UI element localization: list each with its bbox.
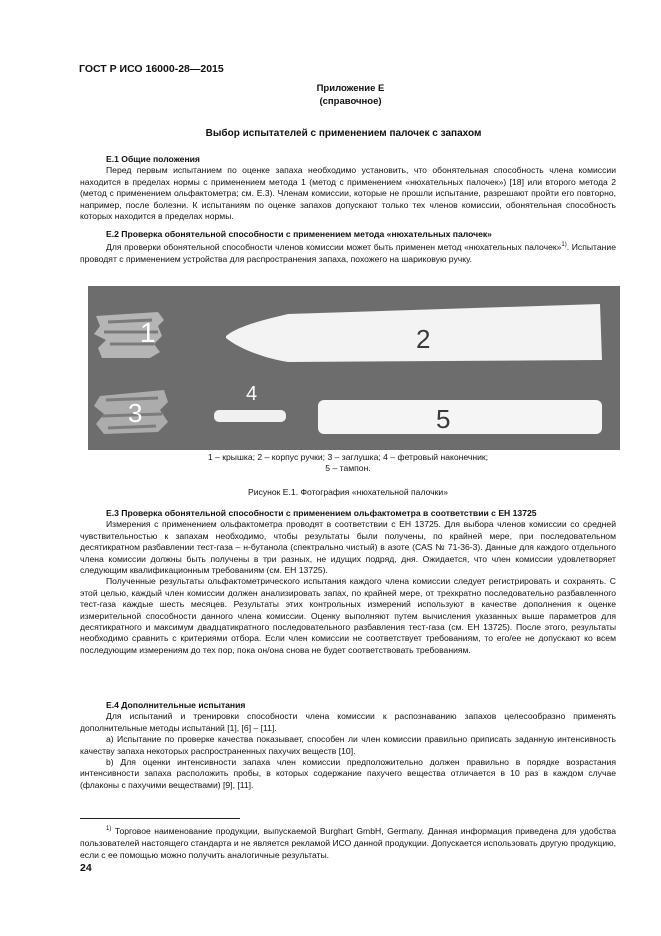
section-e3 [80, 508, 616, 656]
footnote [80, 823, 616, 861]
label-1: 1 [140, 317, 156, 348]
section-e4-heading: Е.4 Дополнительные испытания [106, 700, 246, 710]
label-3: 3 [128, 398, 143, 428]
sniffin-stick-illustration [88, 286, 620, 450]
felt-tip-part [214, 410, 286, 422]
footnote-marker: 1) [106, 826, 112, 832]
figure-legend-line2: 5 – тампон. [325, 463, 371, 473]
section-e2-heading: Е.2 Проверка обонятельной способности с применением метода «нюхательных палочек» [106, 229, 492, 239]
section-e3-paragraph-1: Измерения с применением ольфактометра проводят в соответствии с ЕН 13725. Для выбора членов комиссии со средней чувствительностью к запахам необходимо, чтобы результаты были получены, по крайней мере, при последовательном десятикратном разбавлении тест-газа – н-бутанола (спектрально чистый) в азоте (CAS № 71-36-3). Данные для каждого отдельного члена комиссии должны быть получены в три разных, не идущих подряд, дня. Ожидается, что член комиссии удовлетворяет следующим квалификационным требованиям (см. ЕН 13725). [80, 519, 616, 576]
section-e2-text-b: . Испытание проводят с применением устройства для распространения запаха, похожего на шариковую ручку. [80, 242, 617, 264]
figure-legend-line1: 1 – крышка; 2 – корпус ручки; 3 – заглушка; 4 – фетровый наконечник; [207, 452, 489, 462]
section-e4-paragraph-3: b) Для оценки интенсивности запаха член комиссии предположительно должен правильно в порядке возрастания интенсивности запаха расположить пробы, в которых содержание пахучего вещества отличается в 10 раз в каждом случае (флаконы с пахучими веществами) [9], [11]. [80, 757, 616, 790]
label-2: 2 [416, 324, 431, 354]
label-4: 4 [246, 383, 258, 405]
section-e1 [80, 154, 616, 222]
page-number: 24 [80, 862, 92, 874]
label-5: 5 [436, 404, 451, 434]
section-e1-paragraph: Перед первым испытанием по оценке запаха необходимо установить, что обонятельная способность члена комиссии находится в пределах нормы с применением метода 1 (метод с применением «нюхательных палочек») [18] или второго метода 2 (метод с применением ольфактометра; см. Е.3). Членам комиссии, которые не прошли испытание, разрешают пройти его повторно, например, после болезни. К испытаниям по оценке запахов допускают только тех членов комиссии, обонятельная способность которых находится в пределах нормы. [80, 165, 616, 222]
figure-caption: Рисунок Е.1. Фотография «нюхательной палочки» [248, 487, 448, 497]
section-e4-paragraph-2: a) Испытание по проверке качества показывает, способен ли член комиссии правильно приписать заданную интенсивность качеству запаха некоторых распространенных пахучих веществ [10]. [80, 734, 616, 756]
section-e2-paragraph [80, 240, 616, 265]
section-e3-heading: Е.3 Проверка обонятельной способности с применением ольфактометра в соответствии с ЕН 13725 [106, 508, 537, 518]
section-e4 [80, 700, 616, 791]
footnote-text: Торговое наименование продукции, выпускаемой Burghart GmbH, Germany. Данная информация приведена для удобства пользователей настоящего стандарта и не является рекламой ИСО данной продукции. Допускается использовать другую продукцию, если с ее помощью можно получить аналогичные результаты. [80, 825, 616, 860]
appendix-note: (справочное) [319, 96, 382, 107]
section-e2-text-a: Для проверки обонятельной способности членов комиссии может быть применен метод «нюхательных палочек» [106, 242, 562, 253]
section-e1-heading: Е.1 Общие положения [106, 154, 200, 164]
appendix-title: Приложение Е [316, 83, 385, 94]
section-e4-paragraph-1: Для испытаний и тренировки способности члена комиссии к распознаванию запахов целесообразно применять дополнительные методы испытаний [1], [6] – [11]. [80, 711, 616, 733]
footnote-divider [80, 818, 240, 819]
swab-part [318, 400, 602, 434]
sniffin-stick-photo [88, 286, 620, 450]
section-e3-paragraph-2: Полученные результаты ольфактометрического испытания каждого члена комиссии следует регистрировать и сохранять. С этой целью, каждый член комиссии должен анализировать запах, по крайней мере, от трехкратно последовательно разбавленного тест-газа каждые шесть месяцев. Результаты этих контрольных измерений используют в качестве дополнения к оценке измерительной способности данного члена комиссии. Оценку выполняют путем вычисления указанных выше параметров для десятикратного и максимум двадцатикратного последовательного разбавления тест-газа (см. ЕН 13725). После этого, результаты необходимо сравнить с критериями отбора. Если член комиссии не соответствует требованиям, то его/ее не допускают ко всем последующим измерениям до тех пор, пока он/она снова не будет соответствовать требованиям. [80, 576, 616, 655]
footnote-ref: 1) [561, 242, 567, 249]
standard-header: ГОСТ Р ИСО 16000-28—2015 [79, 63, 224, 75]
section-e2 [80, 229, 616, 265]
document-title: Выбор испытателей с применением палочек с запахом [205, 128, 482, 139]
